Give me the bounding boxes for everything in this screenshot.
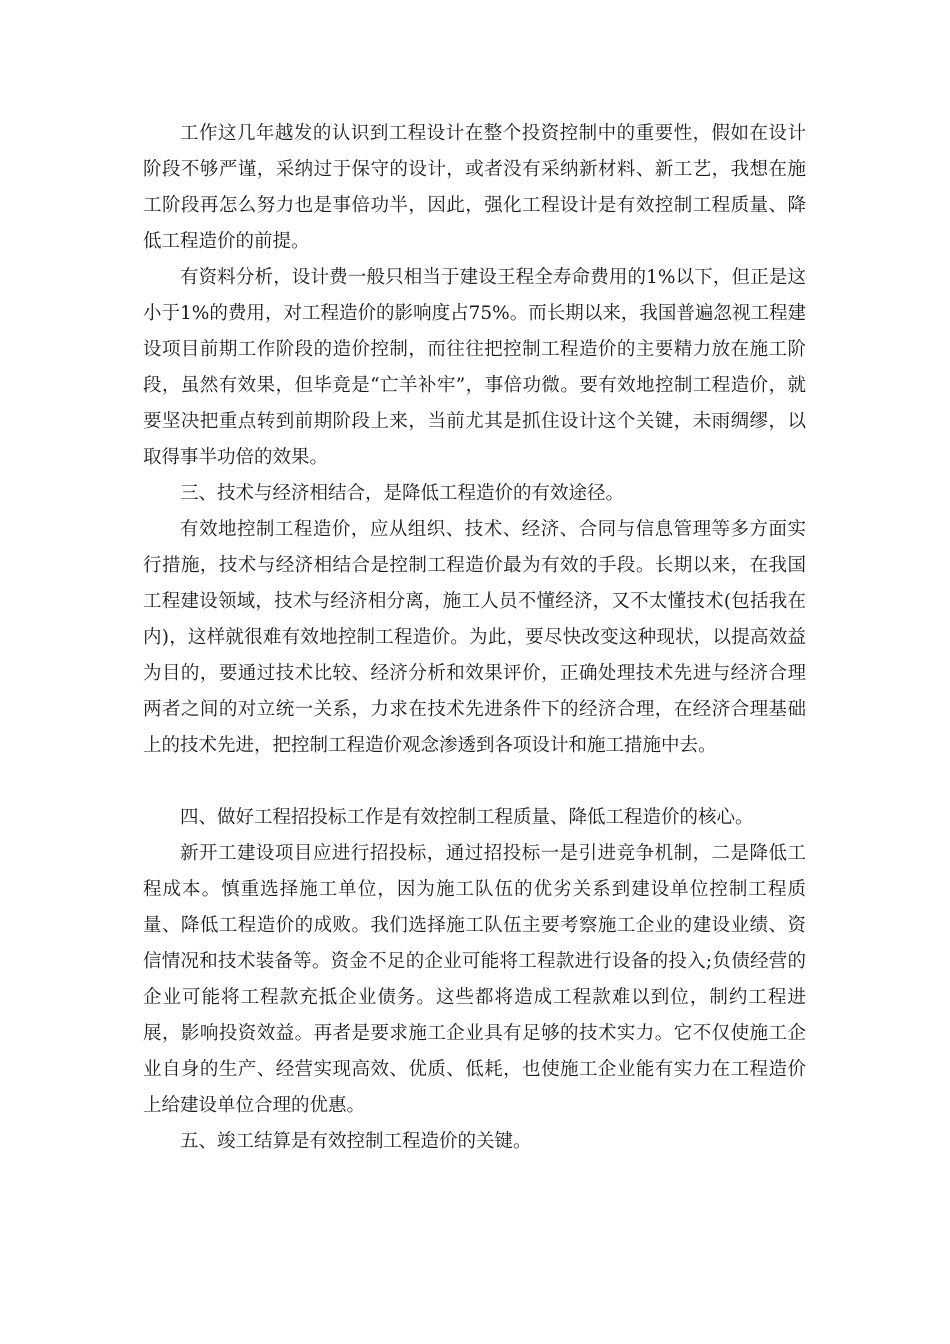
paragraph-design-cost-analysis: 有资料分析，设计费一般只相当于建设王程全寿命费用的1%以下，但正是这小于1%的费用，对工程造价的影响度占75%。而长期以来，我国普遍忽视工程建设项目前期工作阶段的造价控制，而往往把控制工程造价的主要精力放在施工阶段，虽然有效果，但毕竟是“亡羊补牢”，事倍功微。要有效地控制工程造价，就要坚决把重点转到前期阶段上来，当前尤其是抓住设计这个关键，未雨绸缪，以取得事半功倍的效果。 [143,267,806,468]
paragraph-bidding: 新开工建设项目应进行招投标，通过招投标一是引进竞争机制，二是降低工程成本。慎重选择施工单位，因为施工队伍的优劣关系到建设单位控制工程质量、降低工程造价的成败。我们选择施工队伍主要考察施工企业的建设业绩、资信情况和技术装备等。资金不足的企业可能将工程款进行设备的投入;负债经营的企业可能将工程款充抵企业债务。这些都将造成工程款难以到位，制约工程进展，影响投资效益。再者是要求施工企业具有足够的技术实力。它不仅使施工企业自身的生产、经营实现高效、优质、低耗，也使施工企业能有实力在工程造价上给建设单位合理的优惠。 [143,843,806,1116]
heading-section-four: 四、做好工程招投标工作是有效控制工程质量、降低工程造价的核心。 [180,807,754,828]
heading-section-five: 五、竣工结算是有效控制工程造价的关键。 [180,1131,532,1152]
heading-section-three: 三、技术与经济相结合，是降低工程造价的有效途径。 [180,483,625,504]
document-body [143,116,806,1160]
paragraph-design-importance: 工作这几年越发的认识到工程设计在整个投资控制中的重要性，假如在设计阶段不够严谨，采纳过于保守的设计，或者没有采纳新材料、新工艺，我想在施工阶段再怎么努力也是事倍功半，因此，强化工程设计是有效控制工程质量、降低工程造价的前提。 [143,123,806,252]
paragraph-technology-economy: 有效地控制工程造价，应从组织、技术、经济、合同与信息管理等多方面实行措施，技术与经济相结合是控制工程造价最为有效的手段。长期以来，在我国工程建设领域，技术与经济相分离，施工人员不懂经济，又不太懂技术(包括我在内)，这样就很难有效地控制工程造价。为此，要尽快改变这种现状，以提高效益为目的，要通过技术比较、经济分析和效果评价，正确处理技术先进与经济合理两者之间的对立统一关系，力求在技术先进条件下的经济合理，在经济合理基础上的技术先进，把控制工程造价观念渗透到各项设计和施工措施中去。 [143,519,806,756]
